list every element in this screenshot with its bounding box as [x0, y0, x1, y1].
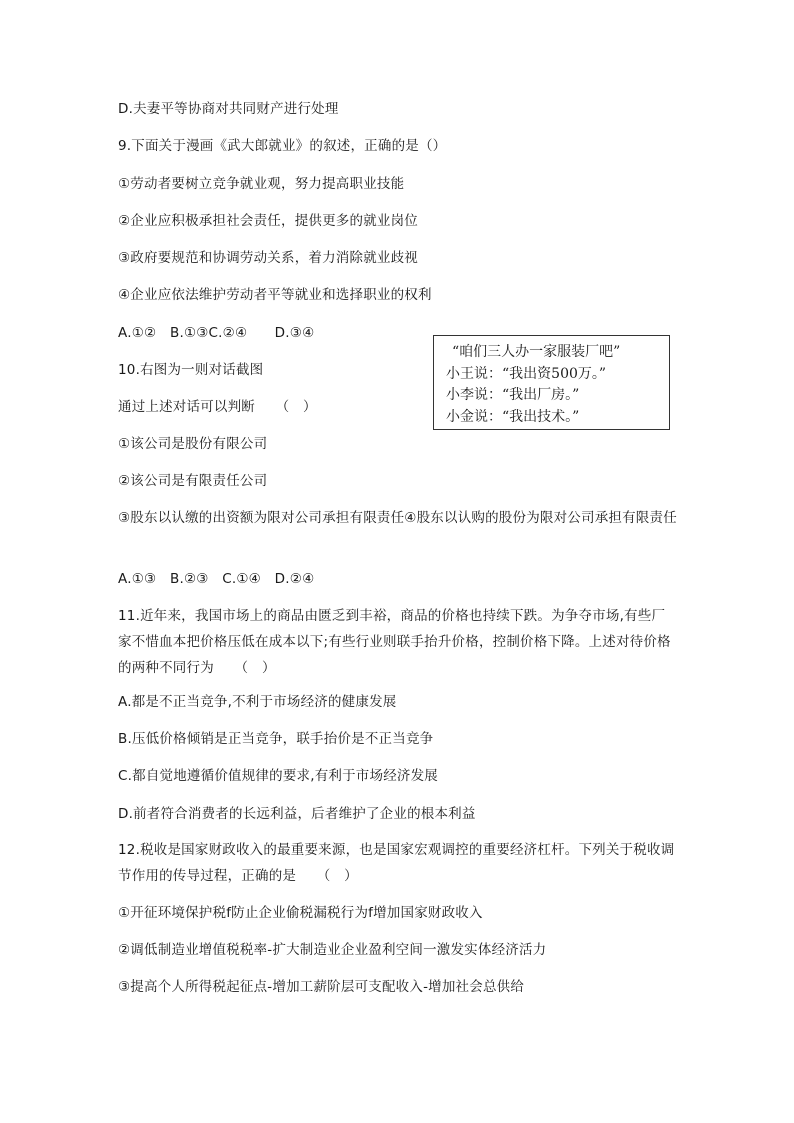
q9-options: A.①② B.①③C.②④ D.③④: [118, 325, 315, 341]
q12-statement-1: ①开征环境保护税f防止企业偷税漏税行为f增加国家财政收入: [118, 905, 483, 921]
q10-statement-2: ②该公司是有限责任公司: [118, 473, 268, 489]
q9-statement-3: ③政府要规范和协调劳动关系，着力消除就业歧视: [118, 250, 419, 266]
dialog-line-2: 小王说：“我出资500万。”: [446, 365, 607, 382]
q10-statement-1: ①该公司是股份有限公司: [118, 436, 268, 452]
q10-stem: 10.右图为一则对话截图: [118, 362, 264, 378]
q10-stem-continued: 通过上述对话可以判断 （ ）: [118, 399, 317, 415]
q12-statement-2: ②调低制造业增值税税率-扩大制造业企业盈利空间一激发实体经济活力: [118, 942, 547, 958]
dialog-line-3: 小李说：“我出厂房。”: [446, 387, 580, 403]
dialog-line-1: “咱们三人办一家服装厂吧”: [452, 344, 621, 360]
q10-statement-3-4: ③股东以认缴的出资额为限对公司承担有限责任④股东以认购的股份为限对公司承担有限责任: [118, 510, 677, 526]
q9-statement-1: ①劳动者要树立竞争就业观，努力提高职业技能: [118, 176, 405, 192]
q11-option-c: C.都自觉地遵循价值规律的要求,有利于市场经济发展: [118, 768, 439, 784]
dialog-screenshot-box: [433, 335, 670, 430]
q11-option-b: B.压低价格倾销是正当竞争，联手抬价是不正当竞争: [118, 731, 434, 747]
q9-stem: 9.下面关于漫画《武大郎就业》的叙述，正确的是（）: [118, 138, 447, 154]
q12-stem: 12.税收是国家财政收入的最重要来源，也是国家宏观调控的重要经济杠杆。下列关于税收调节作用的传导过程，正确的是 （ ）: [118, 842, 675, 884]
q11-option-a: A.都是不正当竞争,不利于市场经济的健康发展: [118, 694, 397, 710]
q11-stem: 11.近年来，我国市场上的商品由匮乏到丰裕，商品的价格也持续下跌。为争夺市场,有些厂家不惜血本把价格压低在成本以下;有些行业则联手抬升价格，控制价格下降。上述对待价格的两种不同行为 （ ）: [118, 608, 671, 676]
q8-option-d: D.夫妻平等协商对共同财产进行处理: [118, 101, 339, 117]
q11-option-d: D.前者符合消费者的长远利益，后者维护了企业的根本利益: [118, 806, 476, 822]
q10-options: A.①③ B.②③ C.①④ D.②④: [118, 571, 315, 587]
q12-statement-3: ③提高个人所得税起征点-增加工薪阶层可支配收入-增加社会总供给: [118, 979, 525, 995]
q9-statement-4: ④企业应依法维护劳动者平等就业和选择职业的权利: [118, 287, 432, 303]
dialog-line-4: 小金说：“我出技术。”: [446, 408, 580, 425]
q9-statement-2: ②企业应积极承担社会责任，提供更多的就业岗位: [118, 213, 419, 229]
